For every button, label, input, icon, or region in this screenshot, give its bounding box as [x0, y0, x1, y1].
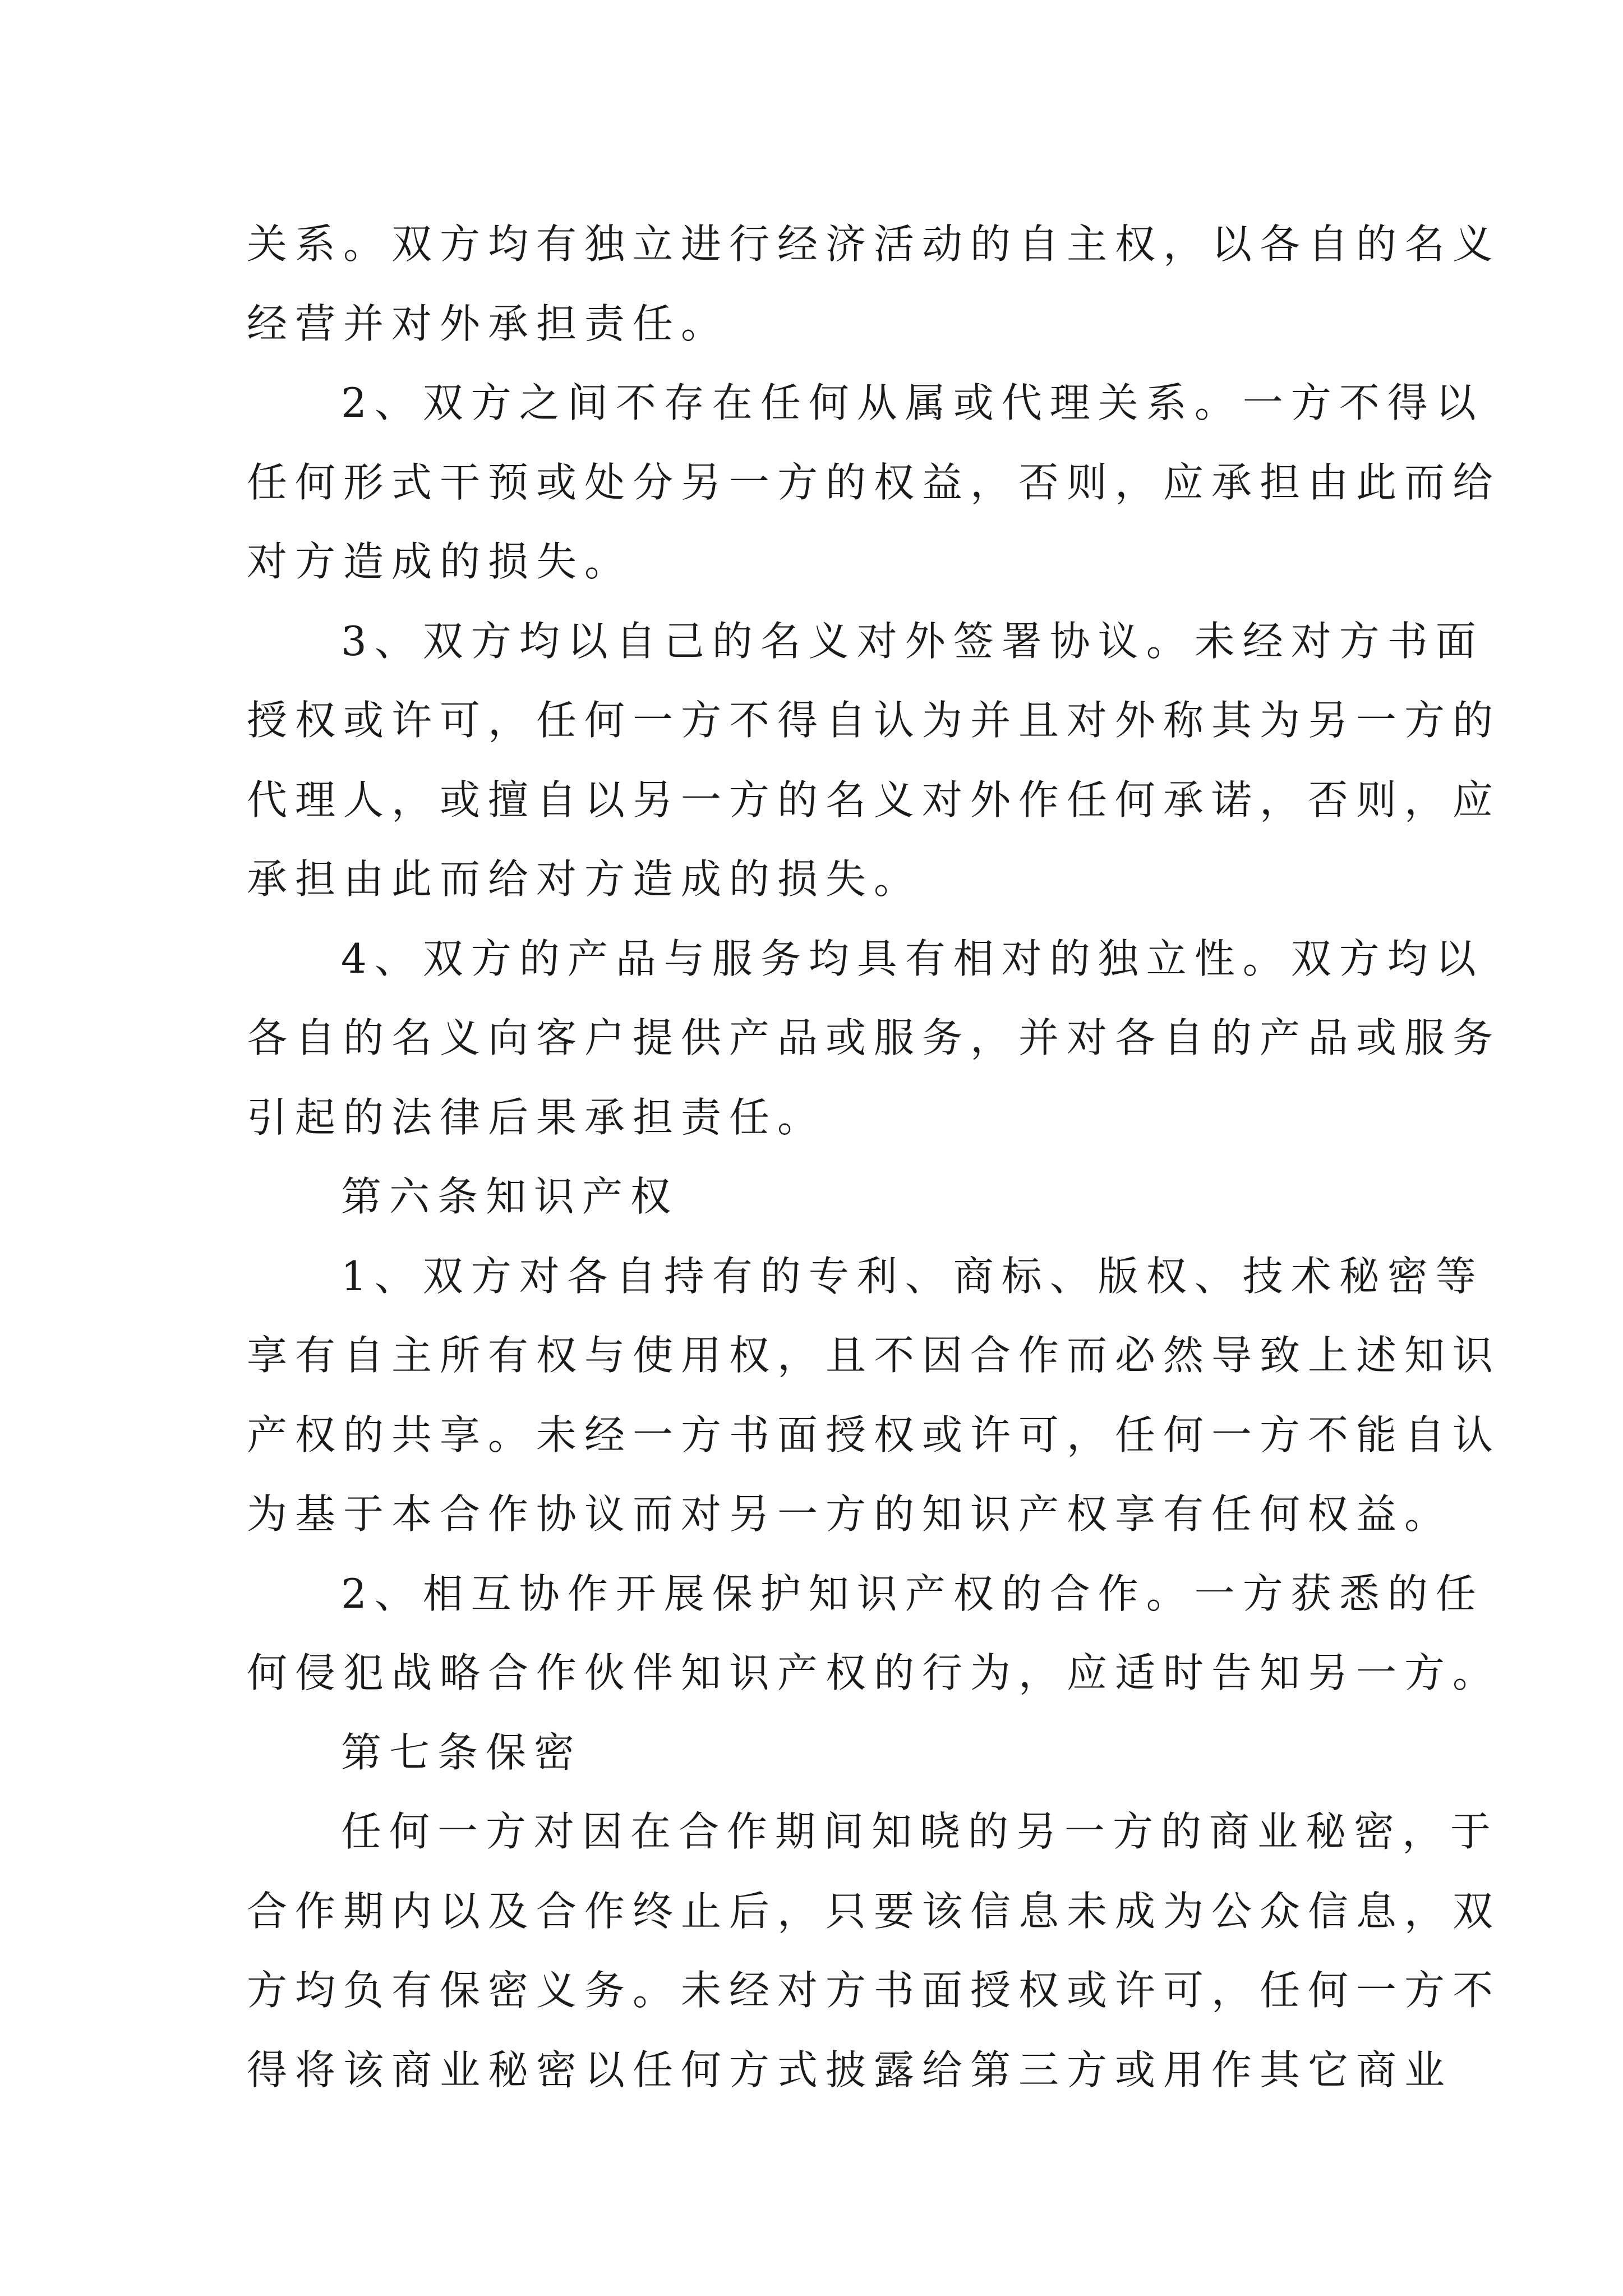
- text-line: 享有自主所有权与使用权，且不因合作而必然导致上述知识: [247, 1332, 1501, 1379]
- text-line: 何侵犯战略合作伙伴知识产权的行为，应适时告知另一方。: [247, 1649, 1501, 1696]
- text-line: 承担由此而给对方造成的损失。: [247, 855, 923, 903]
- document-body: [247, 205, 1501, 2110]
- text-line: 经营并对外承担责任。: [247, 300, 730, 347]
- text-line: 关系。双方均有独立进行经济活动的自主权，以各自的名义: [247, 220, 1501, 268]
- text-line: 2、相互协作开展保护知识产权的合作。一方获悉的任: [341, 1570, 1484, 1617]
- text-line: 2、双方之间不存在任何从属或代理关系。一方不得以: [341, 379, 1484, 426]
- text-line: 各自的名义向客户提供产品或服务，并对各自的产品或服务: [247, 1014, 1501, 1061]
- text-line: 产权的共享。未经一方书面授权或许可，任何一方不能自认: [247, 1411, 1501, 1458]
- text-line: 合作期内以及合作终止后，只要该信息未成为公众信息，双: [247, 1887, 1501, 1935]
- text-line: 任何一方对因在合作期间知晓的另一方的商业秘密，于: [341, 1808, 1499, 1855]
- text-line: 对方造成的损失。: [247, 538, 633, 585]
- text-line: 4、双方的产品与服务均具有相对的独立性。双方均以: [341, 935, 1484, 982]
- text-line: 代理人，或擅自以另一方的名义对外作任何承诺，否则，应: [247, 776, 1501, 823]
- text-line: 为基于本合作协议而对另一方的知识产权享有任何权益。: [247, 1490, 1453, 1538]
- section-heading: 第六条知识产权: [341, 1173, 679, 1220]
- text-line: 方均负有保密义务。未经对方书面授权或许可，任何一方不: [247, 1967, 1501, 2014]
- text-line: 得将该商业秘密以任何方式披露给第三方或用作其它商业: [247, 2046, 1453, 2093]
- section-heading: 第七条保密: [341, 1728, 583, 1776]
- text-line: 授权或许可，任何一方不得自认为并且对外称其为另一方的: [247, 697, 1501, 744]
- text-line: 3、双方均以自己的名义对外签署协议。未经对方书面: [341, 617, 1484, 665]
- text-line: 任何形式干预或处分另一方的权益，否则，应承担由此而给: [247, 458, 1501, 506]
- text-line: 引起的法律后果承担责任。: [247, 1093, 826, 1141]
- text-line: 1、双方对各自持有的专利、商标、版权、技术秘密等: [341, 1252, 1484, 1300]
